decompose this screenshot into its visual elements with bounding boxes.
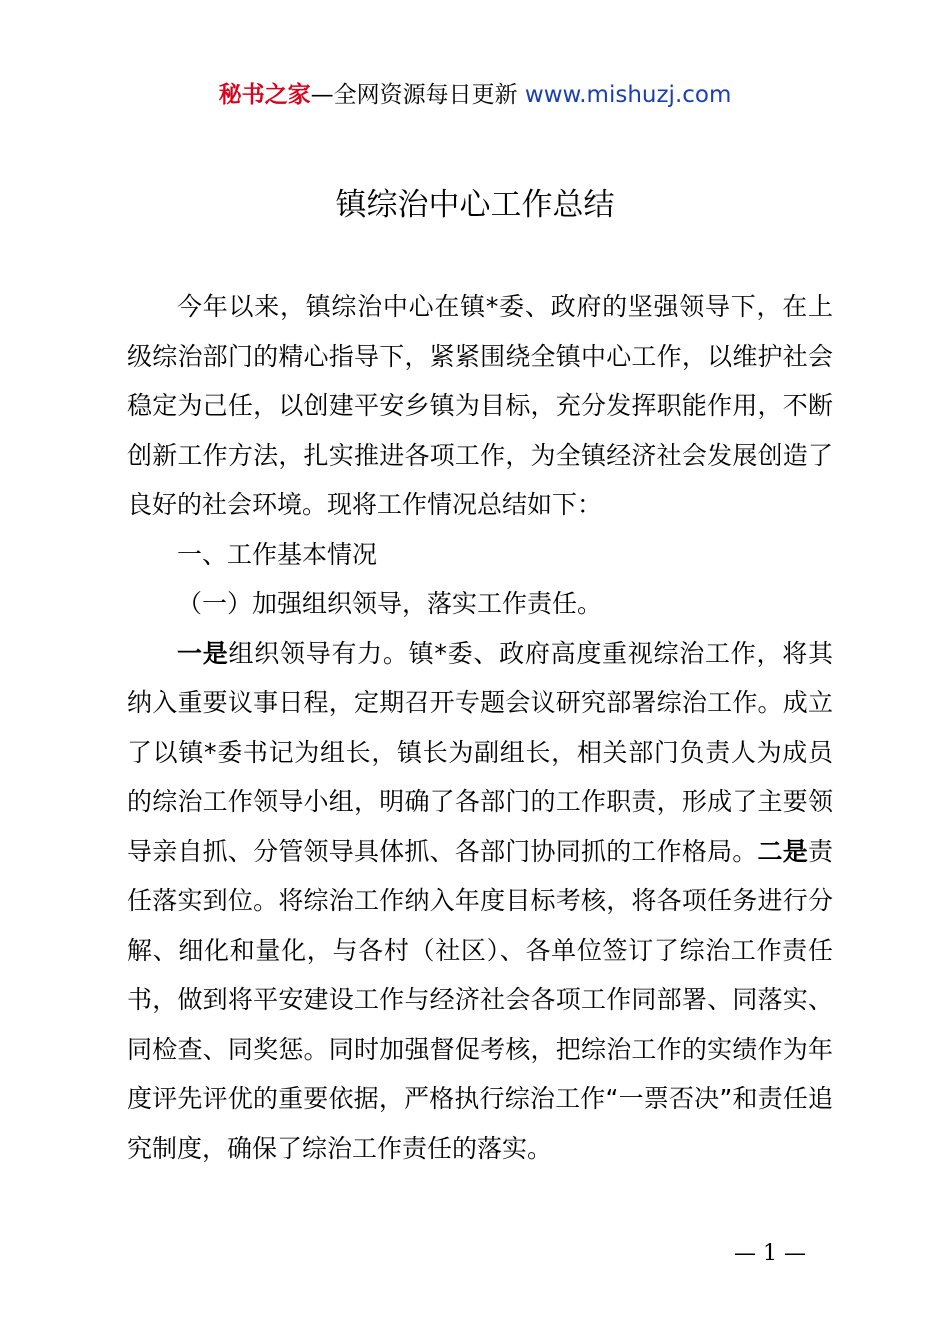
site-tagline: —全网资源每日更新 [310, 82, 525, 108]
point-text: 组织领导有力。镇*委、政府高度重视综治工作，将其纳入重要议事日程，定期召开专题会议研究部署综治工作。成立了以镇*委书记为组长，镇长为副组长，相关部门负责人为成员的综治工作领导小组，明确了各部门的工作职责，形成了主要领导亲自抓、分管领导具体抓、各部门协同抓的工作格局。 [127, 638, 833, 866]
page-number: — 1 — [734, 1241, 806, 1266]
site-header [0, 78, 950, 112]
section-heading: 一、工作基本情况 [177, 539, 378, 569]
point-text: 责任落实到位。将综治工作纳入年度目标考核，将各项任务进行分解、细化和量化，与各村（社区）、各单位签订了综治工作责任书，做到将平安建设工作与经济社会各项工作同部署、同落实、同检查、同奖惩。同时加强督促考核，把综治工作的实绩作为年度评先评优的重要依据，严格执行综治工作“一票否决”和责任追究制度，确保了综治工作责任的落实。 [127, 836, 833, 1163]
body-paragraph [127, 629, 833, 1174]
document-title: 镇综治中心工作总结 [335, 187, 615, 223]
subsection-heading: （一）加强组织领导，落实工作责任。 [177, 589, 603, 618]
intro-paragraph: 今年以来，镇综治中心在镇*委、政府的坚强领导下，在上级综治部门的精心指导下，紧紧围绕全镇中心工作，以维护社会稳定为己任，以创建平安乡镇为目标，充分发挥职能作用，不断创新工作方法，扎实推进各项工作，为全镇经济社会发展创造了良好的社会环境。现将工作情况总结如下： [127, 292, 833, 519]
point-lead: 二是 [757, 836, 808, 866]
site-brand: 秘书之家 [218, 82, 311, 108]
point-lead: 一是 [177, 638, 229, 668]
document-body [127, 282, 833, 1173]
site-url-link[interactable]: www.mishuzj.com [524, 82, 732, 108]
